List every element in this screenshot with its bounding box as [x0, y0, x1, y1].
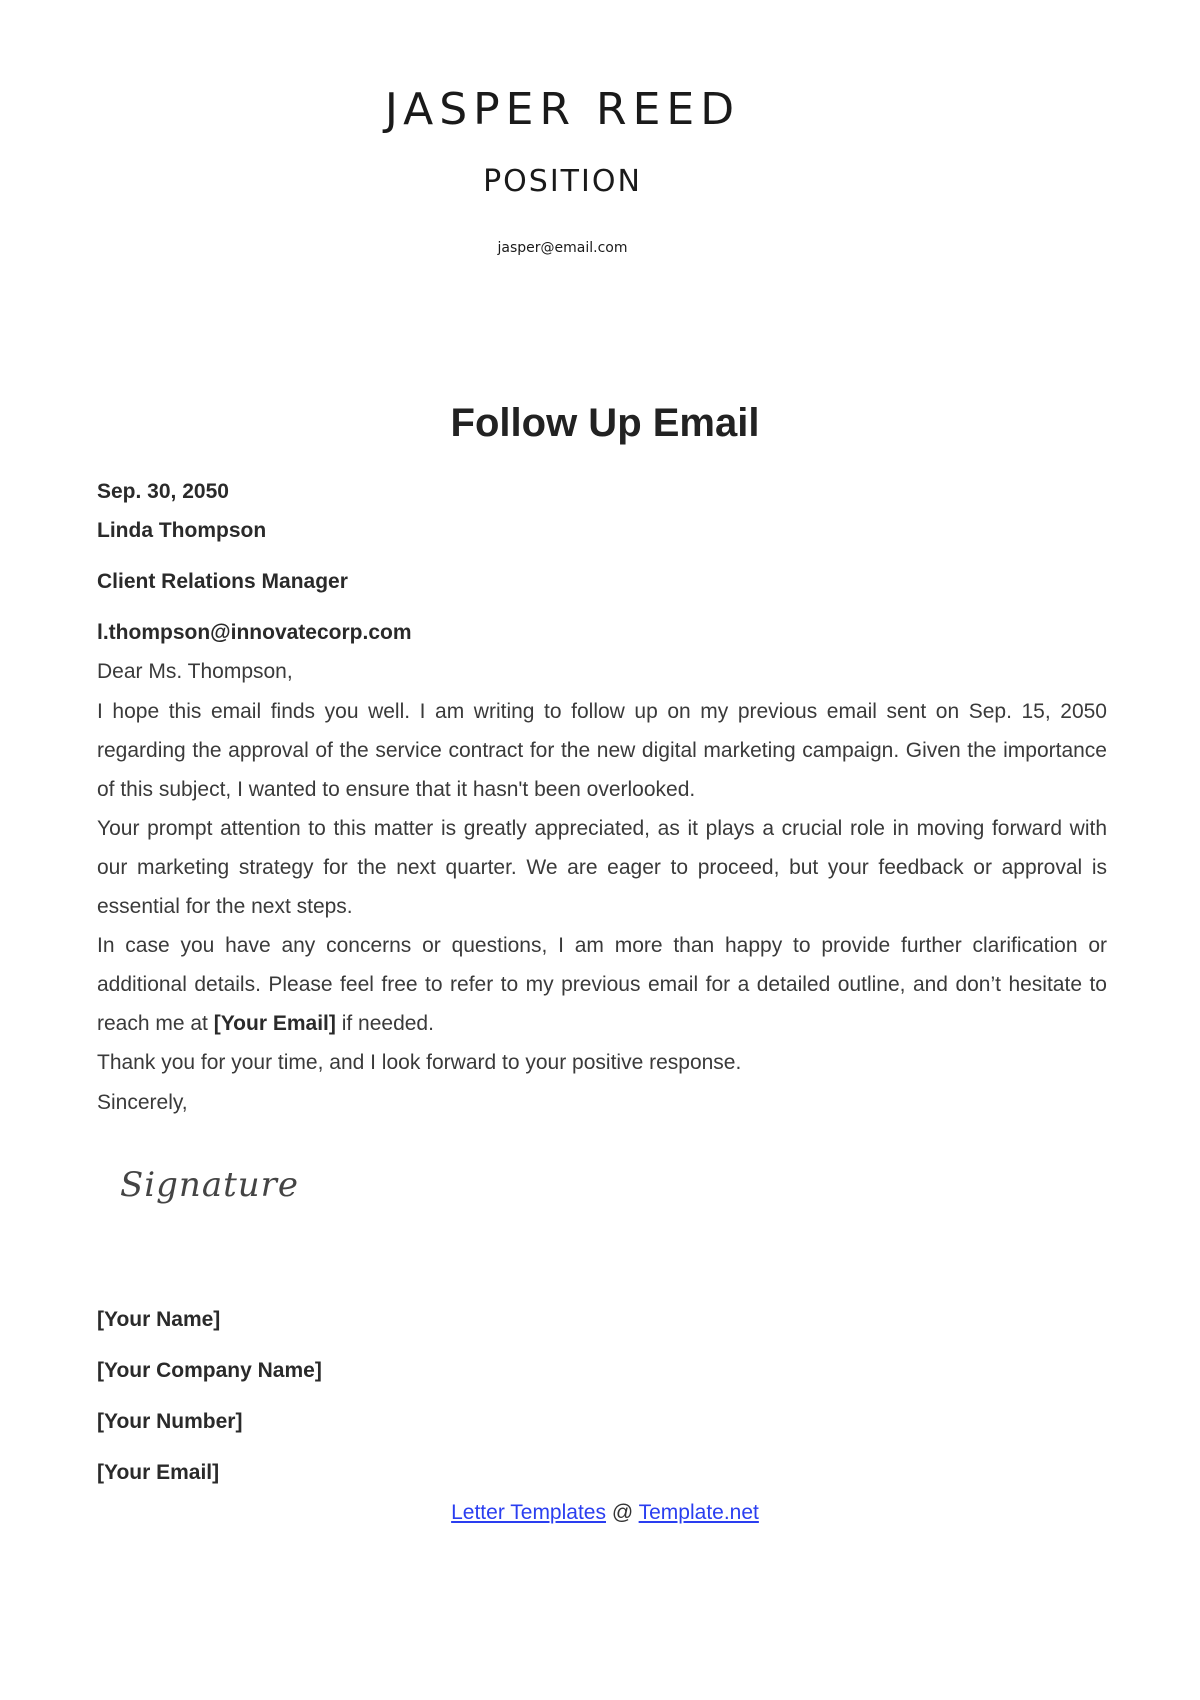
sender-number: [Your Number]	[97, 1410, 243, 1433]
closing: Sincerely,	[97, 1091, 188, 1114]
salutation: Dear Ms. Thompson,	[97, 660, 293, 683]
document-title: Follow Up Email	[450, 401, 760, 445]
recipient-title: Client Relations Manager	[97, 570, 348, 593]
letter-templates-link[interactable]: Letter Templates	[451, 1501, 606, 1524]
signature: Signature	[120, 1165, 300, 1205]
paragraph-3-end: if needed.	[335, 1012, 434, 1035]
sender-email: [Your Email]	[97, 1461, 220, 1484]
footer-separator: @	[611, 1501, 634, 1524]
recipient-email: l.thompson@innovatecorp.com	[97, 621, 412, 644]
sender-company: [Your Company Name]	[97, 1359, 322, 1382]
recipient-name: Linda Thompson	[97, 519, 267, 542]
paragraph-4: Thank you for your time, and I look forward to your positive response.	[97, 1051, 742, 1074]
paragraph-3	[97, 926, 1107, 1043]
sender-contact-email: jasper@email.com	[497, 240, 628, 256]
letter-date: Sep. 30, 2050	[97, 480, 229, 503]
paragraph-2: Your prompt attention to this matter is greatly appreciated, as it plays a crucial role in moving forward with our marketing strategy for the next quarter. We are eager to proceed, but your feedback or approval is essential for the next steps.	[97, 817, 1107, 918]
paragraph-1: I hope this email finds you well. I am writing to follow up on my previous email sent on Sep. 15, 2050 regarding the approval of the service contract for the new digital marketing campaign. Given the importance of this subject, I wanted to ensure that it hasn't been overlooked.	[97, 700, 1107, 801]
footer	[0, 1498, 1200, 1528]
paragraph-3-email-placeholder: [Your Email]	[213, 1012, 336, 1035]
letter-body	[97, 472, 1107, 1123]
paragraph-3-start: In case you have any concerns or questions, I am more than happy to provide further clarification or additional details. Please feel free to refer to my previous email for a detailed outline, and don’t hesitate to reach me at	[97, 934, 1107, 1035]
template-net-link[interactable]: Template.net	[638, 1501, 759, 1524]
sender-block	[97, 1305, 322, 1509]
sender-position: POSITION	[483, 164, 642, 199]
sender-full-name: JASPER REED	[384, 84, 741, 135]
sender-name: [Your Name]	[97, 1308, 221, 1331]
